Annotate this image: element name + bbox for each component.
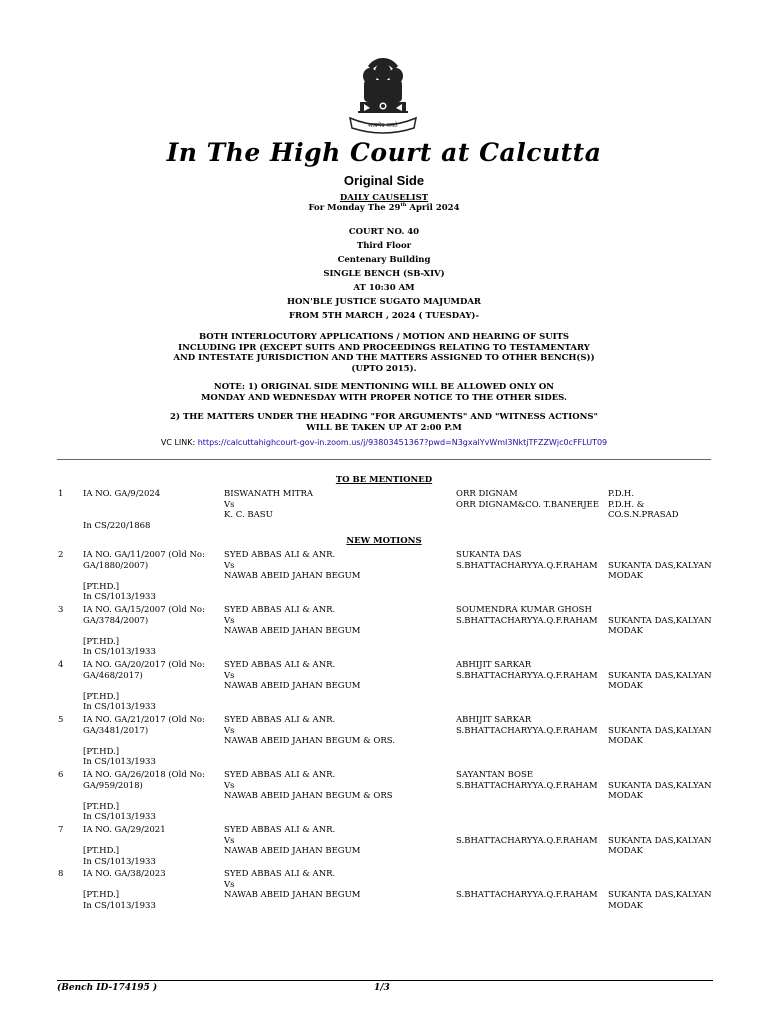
case-serial: 7 [58,825,64,835]
section-heading-new-motions: NEW MOTIONS [346,536,422,546]
page-number: 1/3 [374,983,390,993]
petitioner-advocate: SUKANTA DAS S.BHATTACHARYYA.Q.F.RAHAM [456,550,598,571]
petitioner-advocate: ABHIJIT SARKAR S.BHATTACHARYYA.Q.F.RAHAM [456,660,598,681]
petitioner-advocate: ORR DIGNAM ORR DIGNAM&CO. T.BANERJEE [456,489,600,510]
respondent-advocate: SUKANTA DAS,KALYAN MODAK [608,670,712,691]
respondent-advocate: SUKANTA DAS,KALYAN MODAK [608,615,712,636]
court-justice: HON'BLE JUSTICE SUGATO MAJUMDAR [287,297,481,307]
petitioner-advocate: ABHIJIT SARKAR S.BHATTACHARYYA.Q.F.RAHAM [456,715,598,736]
court-number: COURT NO. 40 [348,227,420,237]
jurisdiction-note: BOTH INTERLOCUTORY APPLICATIONS / MOTION AND HEARING OF SUITS INCLUDING IPR (EXCEPT SUITS AND PROCEEDINGS RELATING TO TESTAMENTARY AND INTESTATE JURISDICTION AND THE MATTERS ASSIGNED TO OTHER BENCH(S)) (UPTO 2015). [173,332,595,374]
case-serial: 4 [58,660,64,670]
case-parties: BISWANATH MITRA Vs K. C. BASU [224,489,314,520]
case-parties: SYED ABBAS ALI & ANR. Vs NAWAB ABEID JAHAN BEGUM & ORS [224,770,393,801]
case-number: IA NO. GA/11/2007 (Old No: GA/1880/2007) [PT.HD.] In CS/1013/1933 [83,550,205,602]
side-label: Original Side [343,173,425,188]
case-number: IA NO. GA/38/2023 [PT.HD.] In CS/1013/1933 [83,869,166,911]
note-two: 2) THE MATTERS UNDER THE HEADING "FOR ARGUMENTS" AND "WITNESS ACTIONS" WILL BE TAKEN UP AT 2:00 P.M [170,412,598,433]
court-bench: SINGLE BENCH (SB-XIV) [323,269,445,279]
case-number: IA NO. GA/20/2017 (Old No: GA/468/2017) [PT.HD.] In CS/1013/1933 [83,660,205,712]
vc-link-label: VC LINK: [160,438,198,447]
header-divider [57,459,711,460]
petitioner-advocate: S.BHATTACHARYYA.Q.F.RAHAM [456,835,598,846]
petitioner-advocate: S.BHATTACHARYYA.Q.F.RAHAM [456,890,598,900]
case-number: IA NO. GA/29/2021 [PT.HD.] In CS/1013/1933 [83,825,166,867]
list-date: For Monday The 29th April 2024 [308,202,460,213]
respondent-advocate: P.D.H. P.D.H. & CO.S.N.PRASAD [608,489,679,520]
respondent-advocate: SUKANTA DAS,KALYAN MODAK [608,835,712,856]
case-serial: 3 [58,605,64,615]
case-parties: SYED ABBAS ALI & ANR. Vs NAWAB ABEID JAHAN BEGUM [224,869,361,900]
case-number: IA NO. GA/9/2024 In CS/220/1868 [83,489,161,531]
petitioner-advocate: SAYANTAN BOSE S.BHATTACHARYYA.Q.F.RAHAM [456,770,598,791]
respondent-advocate: SUKANTA DAS,KALYAN MODAK [608,780,712,801]
petitioner-advocate: SOUMENDRA KUMAR GHOSH S.BHATTACHARYYA.Q.F.RAHAM [456,605,598,626]
respondent-advocate: SUKANTA DAS,KALYAN MODAK [608,725,712,746]
list-type: DAILY CAUSELIST [339,193,429,203]
bench-id: (Bench ID-174195 ) [57,983,158,993]
case-parties: SYED ABBAS ALI & ANR. Vs NAWAB ABEID JAHAN BEGUM [224,605,361,636]
court-time: AT 10:30 AM [353,283,415,293]
court-floor: Third Floor [356,241,412,251]
court-title: In The High Court at Calcutta [166,138,602,167]
note-one: NOTE: 1) ORIGINAL SIDE MENTIONING WILL BE ALLOWED ONLY ON MONDAY AND WEDNESDAY WITH PROPER NOTICE TO THE OTHER SIDES. [201,382,567,403]
emblem-motto: सत्यमेव जयते [368,122,398,129]
case-parties: SYED ABBAS ALI & ANR. Vs NAWAB ABEID JAHAN BEGUM [224,660,361,691]
court-from-date: FROM 5TH MARCH , 2024 ( TUESDAY)- [289,311,479,321]
case-serial: 5 [58,715,64,725]
case-serial: 1 [58,489,64,499]
case-parties: SYED ABBAS ALI & ANR. Vs NAWAB ABEID JAHAN BEGUM & ORS. [224,715,396,746]
case-serial: 8 [58,869,64,879]
section-heading-mentioned: TO BE MENTIONED [335,475,433,485]
case-serial: 2 [58,550,64,560]
case-number: IA NO. GA/15/2007 (Old No: GA/3784/2007) [PT.HD.] In CS/1013/1933 [83,605,205,657]
case-parties: SYED ABBAS ALI & ANR. Vs NAWAB ABEID JAHAN BEGUM [224,825,361,856]
vc-link-line [0,438,768,447]
case-number: IA NO. GA/26/2018 (Old No: GA/959/2018) [PT.HD.] In CS/1013/1933 [83,770,205,822]
vc-link[interactable]: https://calcuttahighcourt-gov-in.zoom.us/j/93803451367?pwd=N3gxalYvWmI3NktjTFZZWjc0cFFLUT09 [197,438,608,447]
case-serial: 6 [58,770,64,780]
respondent-advocate: SUKANTA DAS,KALYAN MODAK [608,560,712,581]
national-emblem-icon [344,56,422,138]
respondent-advocate: SUKANTA DAS,KALYAN MODAK [608,890,712,911]
court-building: Centenary Building [337,255,431,265]
footer-divider [57,980,713,981]
case-number: IA NO. GA/21/2017 (Old No: GA/3481/2017) [PT.HD.] In CS/1013/1933 [83,715,205,767]
case-parties: SYED ABBAS ALI & ANR. Vs NAWAB ABEID JAHAN BEGUM [224,550,361,581]
